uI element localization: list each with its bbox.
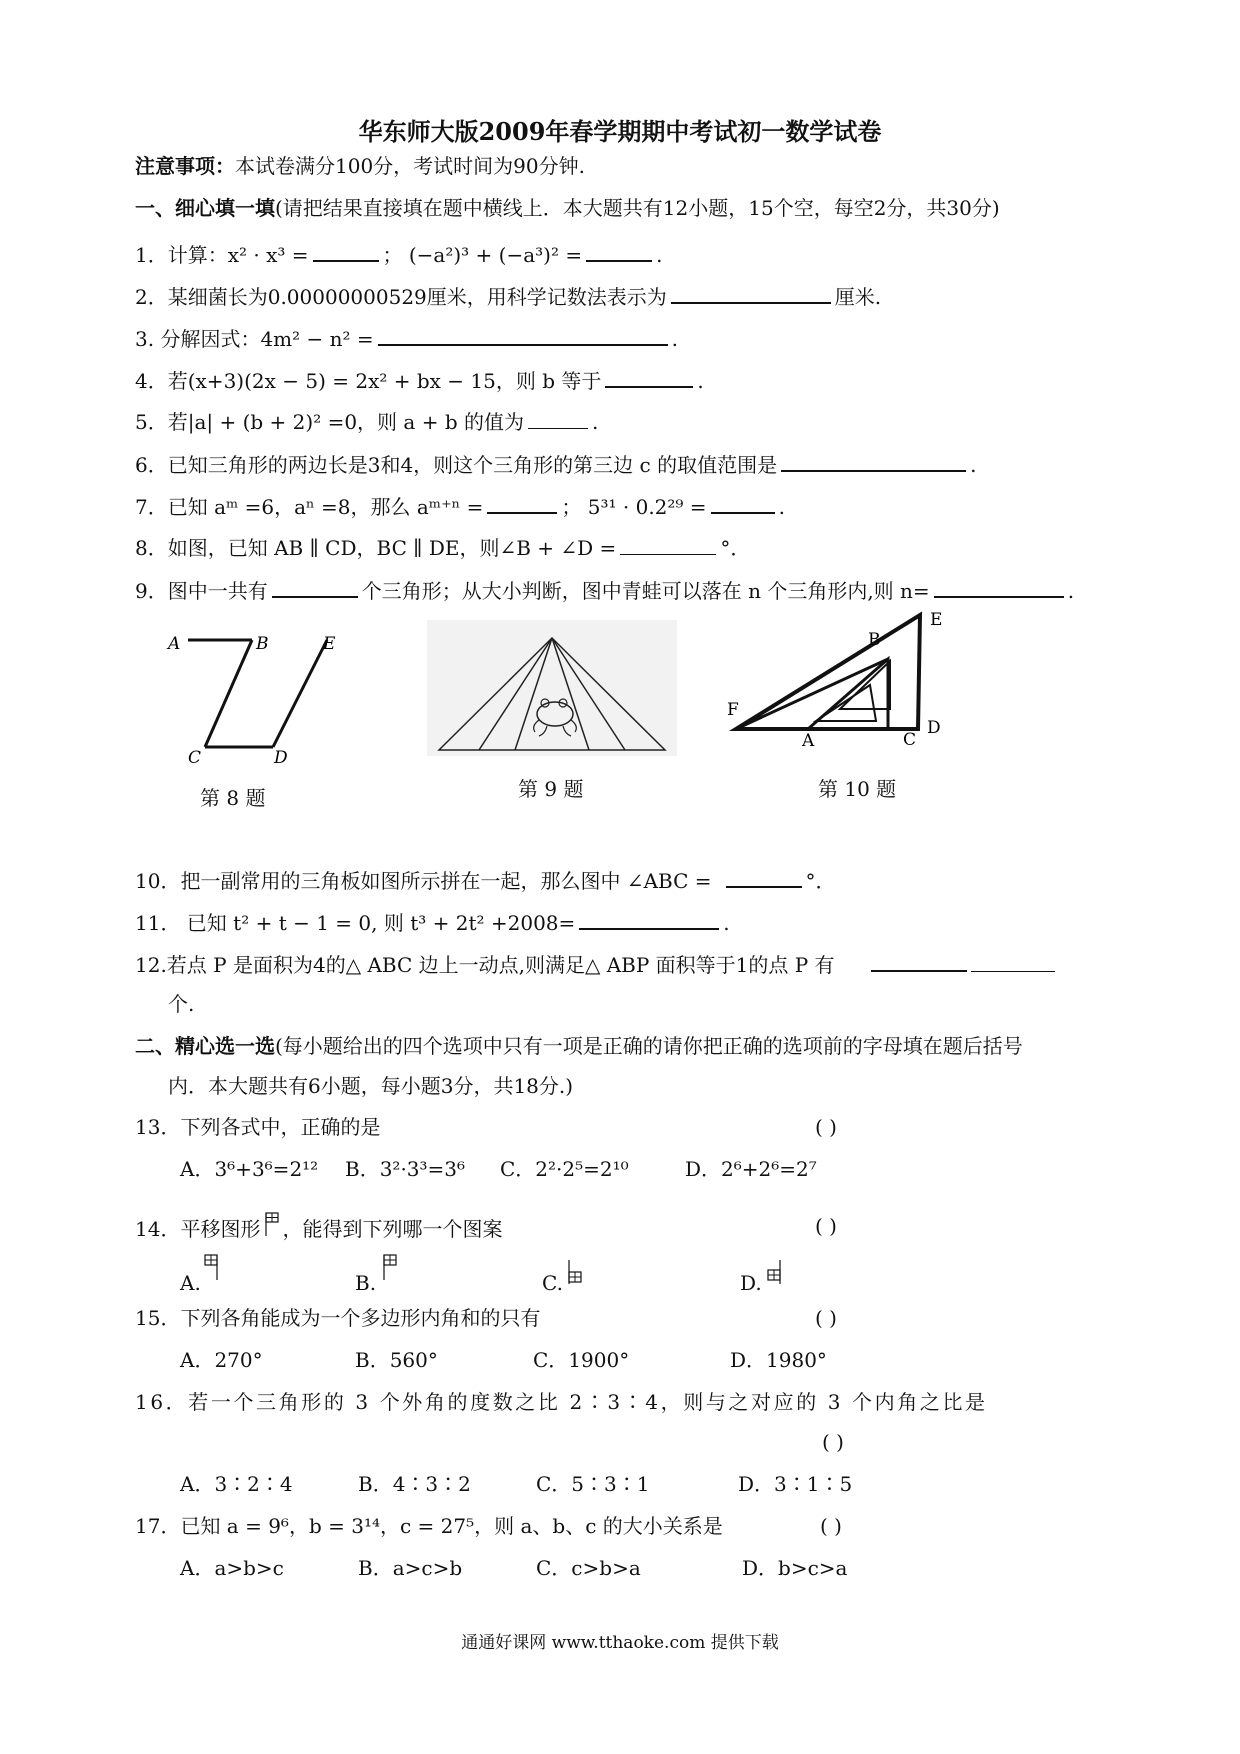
section1-heading: 一、细心填一填 — [135, 196, 275, 220]
q1-blank-1[interactable] — [313, 238, 379, 262]
q13-option-a[interactable]: A．3⁶+3⁶=2¹² — [180, 1157, 319, 1181]
q16-option-a[interactable]: A．3∶2∶4 — [180, 1472, 293, 1496]
q15-option-d[interactable]: D．1980° — [730, 1348, 827, 1372]
q9-text: 9．图中一共有 — [135, 579, 268, 603]
q8-text: 8．如图，已知 AB ∥ CD，BC ∥ DE，则∠B + ∠D = — [135, 536, 617, 560]
q5-text: 5．若|a| + (b + 2)² =0，则 a + b 的值为 — [135, 410, 524, 434]
q16-option-d[interactable]: D．3∶1∶5 — [738, 1472, 853, 1496]
fig10-label-f: F — [727, 700, 739, 720]
q13-option-d[interactable]: D．2⁶+2⁶=2⁷ — [685, 1157, 817, 1181]
section1-note: (请把结果直接填在题中横线上．本大题共有12小题，15个空，每空2分，共30分) — [275, 196, 1000, 220]
q17-option-d[interactable]: D．b>c>a — [742, 1556, 848, 1580]
q5-blank[interactable] — [528, 406, 588, 429]
q13-stem: 13．下列各式中，正确的是 — [135, 1115, 381, 1139]
q16-option-b[interactable]: B．4∶3∶2 — [358, 1472, 471, 1496]
q10-blank[interactable] — [726, 864, 802, 888]
question-12-cont — [168, 990, 194, 1018]
q14-answer-paren[interactable]: ( ) — [815, 1214, 837, 1238]
q10-end: °． — [805, 869, 836, 893]
caption-fig9: 第 9 题 — [518, 777, 584, 801]
section2-line-2 — [168, 1072, 573, 1100]
q17-option-c[interactable]: C．c>b>a — [536, 1556, 641, 1580]
question-16 — [135, 1388, 988, 1416]
q6-blank[interactable] — [781, 448, 966, 472]
q12-blank[interactable] — [871, 948, 967, 972]
q9-blank-2[interactable] — [934, 574, 1064, 598]
q6-end: . — [970, 453, 977, 477]
q16-option-c[interactable]: C．5∶3∶1 — [536, 1472, 650, 1496]
q17-option-b[interactable]: B．a>c>b — [358, 1556, 463, 1580]
q1-text-2: ； (−a²)³ + (−a³)² = — [382, 243, 583, 267]
q14-stem-2: ，能得到下列哪一个图案 — [282, 1217, 503, 1241]
q14-option-d[interactable] — [740, 1258, 788, 1297]
question-3 — [135, 322, 678, 353]
q14-option-a-shape-icon — [201, 1254, 227, 1284]
section2-line — [135, 1032, 1023, 1060]
fig8-label-b: B — [256, 634, 269, 654]
q8-end: °． — [720, 536, 751, 560]
question-9 — [135, 574, 1074, 605]
section2-note-2: 内．本大题共有6小题，每小题3分，共18分.) — [168, 1074, 574, 1098]
q7-blank-1[interactable] — [487, 490, 557, 514]
question-10 — [135, 864, 836, 895]
q5-end: . — [591, 410, 599, 434]
q13-option-c[interactable]: C．2²·2⁵=2¹⁰ — [500, 1157, 629, 1181]
q4-text: 4．若(x+3)(2x − 5) = 2x² + bx − 15，则 b 等于 — [135, 369, 602, 393]
q3-text: 3. 分解因式：4m² − n² = — [135, 327, 374, 351]
q13-option-b[interactable]: B．3²·3³=3⁶ — [345, 1157, 466, 1181]
question-5 — [135, 406, 598, 436]
question-11 — [135, 906, 730, 937]
fig10-line-fb — [736, 659, 888, 729]
q7-text-2: ； 5³¹ · 0.2²⁹ = — [561, 495, 707, 519]
q14-option-c[interactable] — [542, 1258, 589, 1297]
q2-end: 厘米. — [834, 285, 882, 309]
section1-line — [135, 194, 1000, 222]
q15-option-b[interactable]: B．560° — [355, 1348, 438, 1372]
q12-blank-extension — [971, 949, 1055, 972]
q14-shape-icon — [260, 1212, 282, 1238]
notice-text: 本试卷满分100分，考试时间为90分钟. — [235, 154, 585, 178]
fig8-segment-de — [273, 640, 327, 747]
question-17 — [135, 1512, 723, 1540]
fig8-label-d: D — [274, 748, 288, 765]
figure-8-parallelograms — [160, 625, 360, 765]
figure-9-frog-triangles — [427, 620, 677, 756]
q14-option-c-label: C. — [542, 1271, 563, 1295]
notice-line — [135, 152, 585, 180]
q11-blank[interactable] — [579, 906, 719, 930]
q7-end: . — [778, 495, 785, 519]
fig8-segment-bc — [205, 640, 252, 747]
section2-note-1: (每小题给出的四个选项中只有一项是正确的请你把正确的选项前的字母填在题后括号 — [275, 1034, 1023, 1058]
question-6 — [135, 448, 976, 479]
q11-end: . — [723, 911, 730, 935]
q12-text: 12.若点 P 是面积为4的△ ABC 边上一动点,则满足△ ABP 面积等于1的点 P 有 — [135, 953, 835, 977]
q4-blank[interactable] — [605, 364, 693, 388]
question-4 — [135, 364, 704, 395]
q15-stem: 15．下列各角能成为一个多边形内角和的只有 — [135, 1306, 541, 1330]
q14-option-a-label: A. — [180, 1271, 201, 1295]
q16-answer-paren[interactable]: ( ) — [822, 1430, 844, 1454]
q3-blank[interactable] — [378, 322, 668, 346]
q17-stem: 17．已知 a = 9⁶，b = 3¹⁴，c = 27⁵，则 a、b、c 的大小关系是 — [135, 1514, 723, 1538]
q15-option-a[interactable]: A．270° — [180, 1348, 263, 1372]
q3-end: . — [671, 327, 678, 351]
q9-blank-1[interactable] — [272, 574, 358, 598]
q13-answer-paren[interactable]: ( ) — [815, 1115, 837, 1139]
page-footer: 通通好课网 www.tthaoke.com 提供下载 — [461, 1633, 779, 1653]
q11-text: 11． 已知 t² + t − 1 = 0, 则 t³ + 2t² +2008= — [135, 911, 576, 935]
question-1 — [135, 238, 662, 269]
section2-heading: 二、精心选一选 — [135, 1034, 275, 1058]
page-title: 华东师大版2009年春学期期中考试初一数学试卷 — [358, 117, 882, 146]
q14-option-b[interactable] — [355, 1254, 402, 1297]
q7-text: 7．已知 aᵐ =6，aⁿ =8，那么 aᵐ⁺ⁿ = — [135, 495, 484, 519]
q2-text: 2．某细菌长为0.00000000529厘米，用科学记数法表示为 — [135, 285, 667, 309]
figure-10-set-squares — [720, 603, 950, 753]
q12-end: 个. — [168, 992, 195, 1016]
q14-option-d-label: D. — [740, 1271, 762, 1295]
fig8-label-c: C — [188, 748, 202, 765]
fig9-background — [427, 620, 677, 756]
q15-option-c[interactable]: C．1900° — [533, 1348, 630, 1372]
fig10-label-a: A — [802, 731, 815, 751]
fig10-label-c: C — [903, 730, 917, 750]
q1-end: . — [656, 243, 663, 267]
fig10-label-b: B — [868, 630, 881, 650]
question-13 — [135, 1113, 380, 1141]
q4-end: . — [697, 369, 704, 393]
q15-answer-paren[interactable]: ( ) — [815, 1306, 837, 1330]
fig10-label-d: D — [927, 718, 941, 738]
q14-option-d-shape-icon — [762, 1258, 788, 1288]
question-14 — [135, 1212, 502, 1243]
question-12 — [135, 948, 1059, 979]
q14-option-a[interactable] — [180, 1254, 227, 1297]
caption-fig10: 第 10 题 — [818, 777, 897, 801]
caption-fig8: 第 8 题 — [200, 786, 266, 810]
q1-blank-2[interactable] — [586, 238, 652, 262]
question-2 — [135, 280, 881, 311]
q2-blank[interactable] — [671, 280, 831, 304]
q8-blank[interactable] — [620, 532, 716, 555]
fig8-label-a: A — [168, 634, 181, 654]
notice-label: 注意事项： — [135, 154, 235, 178]
q9-end: . — [1067, 579, 1075, 603]
q1-text: 1．计算：x² · x³ = — [135, 243, 309, 267]
q14-stem: 14．平移图形 — [135, 1217, 261, 1241]
q7-blank-2[interactable] — [711, 490, 775, 514]
q9-text-2: 个三角形；从大小判断，图中青蛙可以落在 n 个三角形内,则 n= — [361, 579, 930, 603]
q10-text: 10．把一副常用的三角板如图所示拼在一起，那么图中 ∠ABC = — [135, 869, 712, 893]
q17-answer-paren[interactable]: ( ) — [820, 1514, 842, 1538]
question-7 — [135, 490, 785, 521]
q17-option-a[interactable]: A．a>b>c — [180, 1556, 284, 1580]
q14-option-b-label: B. — [355, 1271, 377, 1295]
q14-option-b-shape-icon — [376, 1254, 402, 1284]
q14-option-c-shape-icon — [563, 1258, 589, 1288]
question-15 — [135, 1304, 540, 1332]
fig10-label-e: E — [930, 610, 943, 630]
question-8 — [135, 532, 750, 562]
q6-text: 6．已知三角形的两边长是3和4，则这个三角形的第三边 c 的取值范围是 — [135, 453, 778, 477]
fig8-label-e: E — [323, 634, 336, 654]
q16-stem: 16．若一个三角形的 3 个外角的度数之比 2∶3∶4，则与之对应的 3 个内角之比是 — [135, 1390, 988, 1414]
